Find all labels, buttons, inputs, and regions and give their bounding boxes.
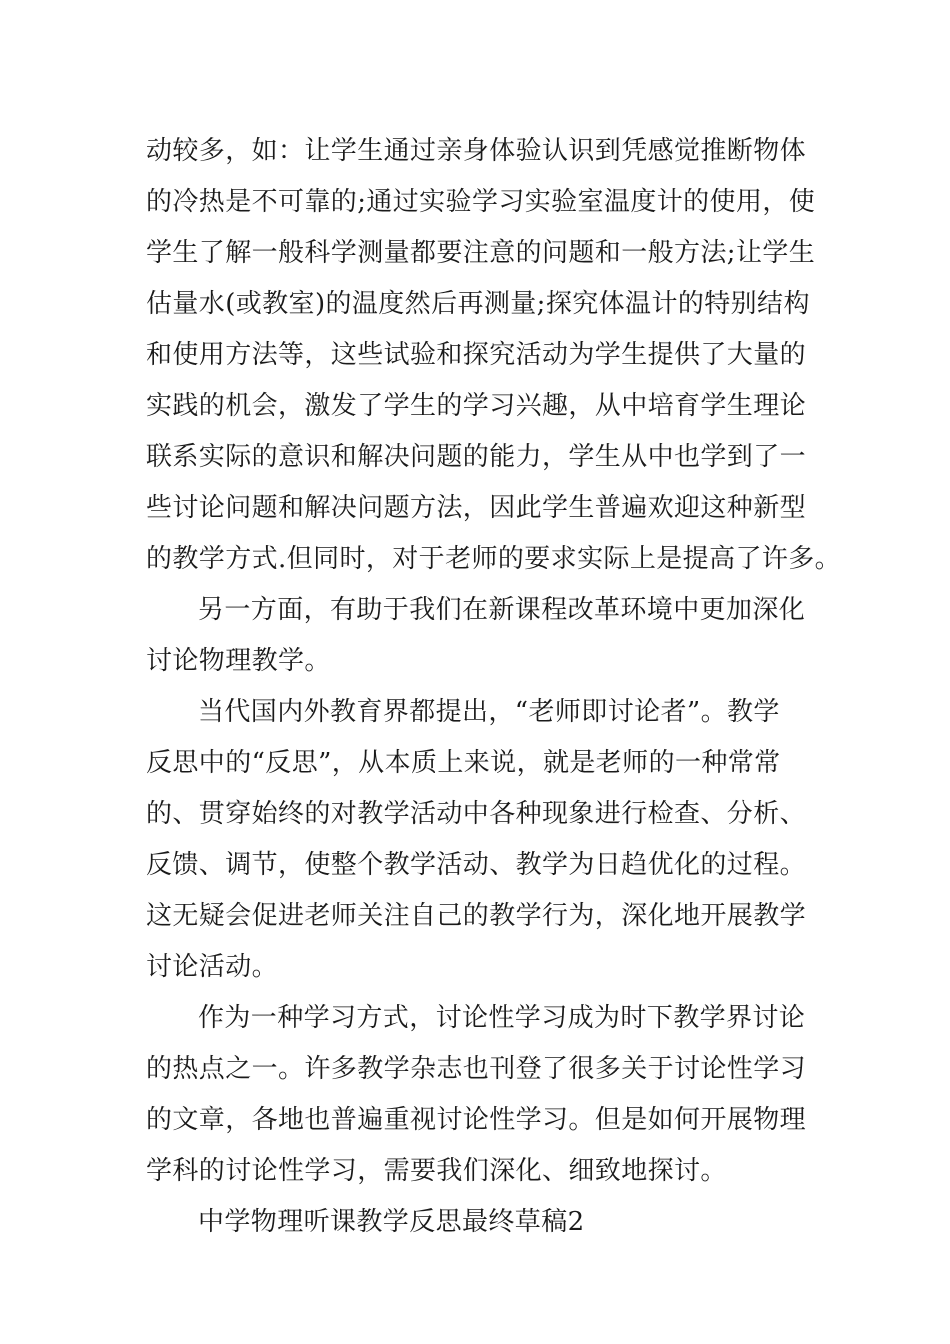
text-line: 学科的讨论性学习，需要我们深化、细致地探讨。 xyxy=(146,1156,727,1186)
text-line: 作为一种学习方式，讨论性学习成为时下教学界讨论 xyxy=(198,1003,806,1033)
text-line: 讨论物理教学。 xyxy=(146,646,331,676)
document-body xyxy=(146,126,842,1248)
text-line: 些讨论问题和解决问题方法，因此学生普遍欢迎这种新型 xyxy=(146,493,807,523)
text-line: 联系实际的意识和解决问题的能力，学生从中也学到了一 xyxy=(146,442,807,472)
text-line: 讨论活动。 xyxy=(146,952,279,982)
paragraph-1 xyxy=(146,126,842,585)
text-line: 的、贯穿始终的对教学活动中各种现象进行检查、分析、 xyxy=(146,799,807,829)
text-line: 这无疑会促进老师关注自己的教学行为，深化地开展教学 xyxy=(146,901,807,931)
text-line: 的文章，各地也普遍重视讨论性学习。但是如何开展物理 xyxy=(146,1105,807,1135)
text-line: 动较多，如：让学生通过亲身体验认识到凭感觉推断物体 xyxy=(146,136,807,166)
text-line: 估量水(或教室)的温度然后再测量;探究体温计的特别结构 xyxy=(146,289,810,319)
paragraph-4 xyxy=(146,993,808,1197)
section-heading-text: 中学物理听课教学反思最终草稿2 xyxy=(198,1207,585,1237)
paragraph-3 xyxy=(146,687,808,993)
text-line: 实践的机会，激发了学生的学习兴趣，从中培育学生理论 xyxy=(146,391,807,421)
text-line: 和使用方法等，这些试验和探究活动为学生提供了大量的 xyxy=(146,340,807,370)
text-line: 的冷热是不可靠的;通过实验学习实验室温度计的使用，使 xyxy=(146,187,816,217)
text-line: 的教学方式.但同时，对于老师的要求实际上是提高了许多。 xyxy=(146,544,842,574)
text-line: 反思中的“反思”，从本质上来说，就是老师的一种常常 xyxy=(146,748,781,778)
section-heading xyxy=(146,1197,808,1248)
text-line: 的热点之一。许多教学杂志也刊登了很多关于讨论性学习 xyxy=(146,1054,807,1084)
text-line: 另一方面，有助于我们在新课程改革环境中更加深化 xyxy=(198,595,806,625)
text-line: 学生了解一般科学测量都要注意的问题和一般方法;让学生 xyxy=(146,238,816,268)
text-line: 当代国内外教育界都提出，“老师即讨论者”。教学 xyxy=(198,697,780,727)
paragraph-2 xyxy=(146,585,808,687)
text-line: 反馈、调节，使整个教学活动、教学为日趋优化的过程。 xyxy=(146,850,807,880)
